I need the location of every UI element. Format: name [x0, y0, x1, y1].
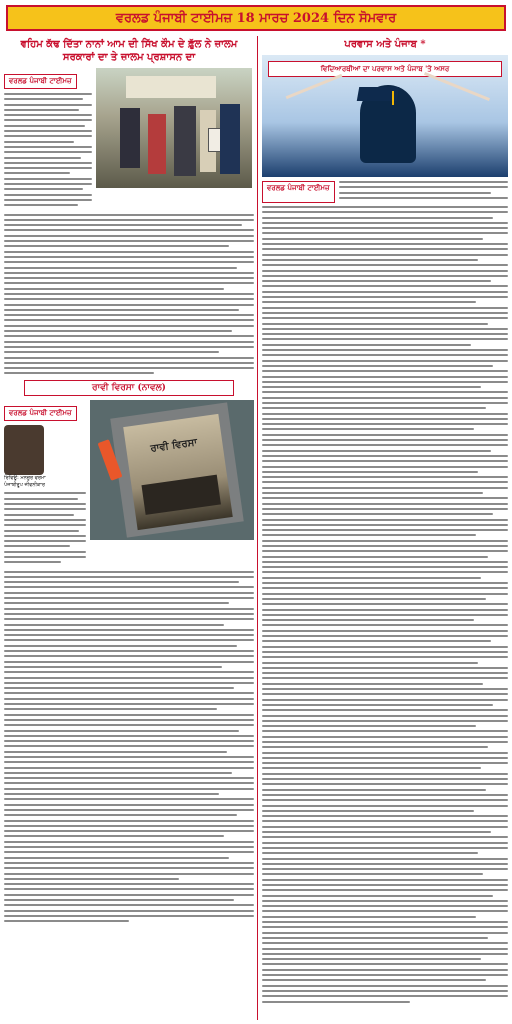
novel-intro-text: [4, 492, 86, 563]
column-divider: [257, 36, 258, 1020]
book-cover-title: ਰਾਵੀ ਵਿਰਸਾ: [149, 437, 198, 455]
graduation-photo: [262, 55, 508, 177]
reviewer-subtitle: ਪੰਜਾਬੀਰੂਪ ਜੀਵਨੀਕਾਰ: [4, 482, 45, 489]
novel-section-heading: ਰਾਵੀ ਵਿਰਸਾ (ਨਾਵਲ): [24, 380, 234, 396]
cap-tassel: [392, 91, 394, 105]
novel-badge: ਵਰਲਡ ਪੰਜਾਬੀ ਟਾਈਮਜ਼: [4, 406, 77, 421]
left-article-body: [4, 214, 254, 375]
reviewer-name: ਰਿਵਿਊ: ਮਨਜ਼ੂਰ ਵਰਮਾ: [4, 475, 46, 482]
reviewer-photo: [4, 425, 44, 475]
right-article-badge: ਵਰਲਡ ਪੰਜਾਬੀ ਟਾਈਮਜ਼: [262, 181, 335, 203]
protest-photo: [96, 68, 252, 188]
left-article-badge: ਵਰਲਡ ਪੰਜਾਬੀ ਟਾਈਮਜ਼: [4, 74, 77, 89]
right-article-intro: [339, 181, 508, 203]
masthead-title: ਵਰਲਡ ਪੰਜਾਬੀ ਟਾਈਮਜ਼ 18 ਮਾਰਚ 2024 ਦਿਨ ਸੋਮਵਾਰ: [115, 10, 397, 26]
right-column: [262, 36, 508, 1020]
novel-review-body: [4, 571, 254, 923]
left-column: [4, 36, 254, 1020]
right-article-body: [262, 206, 508, 1003]
left-article-intro-text: [4, 93, 92, 206]
graduation-image-caption: ਵਿਦਿਆਰਥੀਆਂ ਦਾ ਪਰਵਾਸ ਅਤੇ ਪੰਜਾਬ 'ਤੇ ਅਸਰ: [268, 61, 502, 77]
left-article-headline: ਵਹਿਮ ਕੱਢ ਦਿੱਤਾ ਨਾਨਾਂ ਆਮ ਦੀ ਸਿੱਖ ਕੌਮ ਦੇ ਫ਼ੁੱਲ ਨੇ ਜ਼ਾਲਮ ਸਰਕਾਰਾਂ ਦਾ ਤੇ ਜ਼ਾਲਮ ਪ੍ਰਸ਼ਾਸਨ ਦਾ: [20, 39, 238, 63]
masthead: [6, 5, 506, 31]
book-cover-photo: [90, 400, 254, 540]
right-article-heading: ਪਰਵਾਸ ਅਤੇ ਪੰਜਾਬ *: [344, 39, 426, 50]
